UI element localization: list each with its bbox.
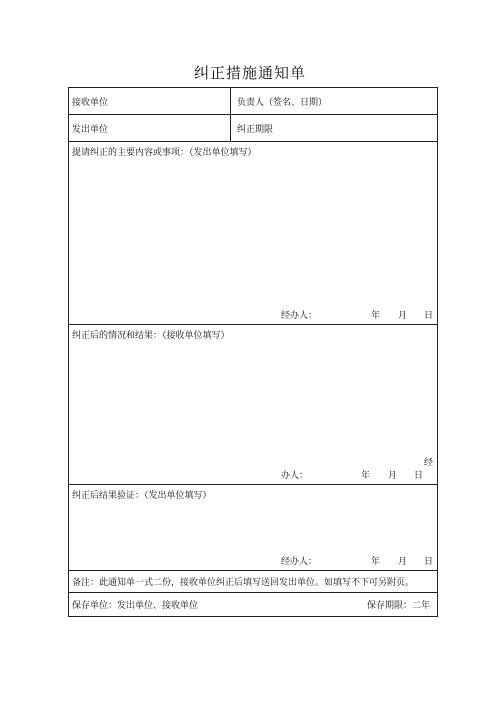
receiver-unit-label: 接收单位 <box>72 97 109 108</box>
remarks-text: 备注：此通知单一式二份，接收单位纠正后填写送回发出单位。如填写不下可另附页。 <box>72 578 415 588</box>
notice-form <box>68 87 438 617</box>
month-label: 月 <box>388 471 398 481</box>
year-label: 年 <box>371 557 381 567</box>
day-label: 日 <box>424 311 434 321</box>
month-label: 月 <box>398 311 408 321</box>
handler-prefix: 经 <box>423 458 433 468</box>
verification-section[interactable] <box>69 485 437 571</box>
signature-line <box>69 308 437 320</box>
correction-result-section[interactable] <box>69 325 437 485</box>
deadline-label: 纠正期限 <box>237 124 274 135</box>
day-label: 日 <box>424 557 434 567</box>
issuer-unit-cell[interactable] <box>69 115 231 141</box>
issuer-row <box>69 115 437 142</box>
receiver-row <box>69 88 437 115</box>
signature-line <box>69 554 437 566</box>
remarks-row <box>69 571 437 593</box>
responsible-person-cell[interactable] <box>231 88 437 114</box>
verification-heading: 纠正后结果验证：（发出单位填写） <box>72 491 212 501</box>
correction-request-heading: 提请纠正的主要内容或事项：（发出单位填写） <box>72 148 257 158</box>
signature-line <box>69 468 437 480</box>
handler-label: 办人： <box>281 471 309 481</box>
year-label: 年 <box>371 311 381 321</box>
form-title: 纠正措施通知单 <box>193 64 306 82</box>
receiver-unit-cell[interactable] <box>69 88 231 114</box>
month-label: 月 <box>398 557 408 567</box>
correction-request-section[interactable] <box>69 142 437 325</box>
handler-label: 经办人： <box>281 557 318 567</box>
retention-period: 保存期限：二年 <box>366 601 430 611</box>
issuer-unit-label: 发出单位 <box>72 124 109 135</box>
year-label: 年 <box>361 471 371 481</box>
handler-label: 经办人： <box>281 311 318 321</box>
retention-unit: 保存单位：发出单位、接收单位 <box>72 601 199 611</box>
responsible-person-label: 负责人（签名、日期） <box>237 97 328 108</box>
day-label: 日 <box>414 471 424 481</box>
deadline-cell[interactable] <box>231 115 437 141</box>
correction-result-heading: 纠正后的情况和结果：（接收单位填写） <box>72 331 230 341</box>
retention-row <box>69 593 437 616</box>
